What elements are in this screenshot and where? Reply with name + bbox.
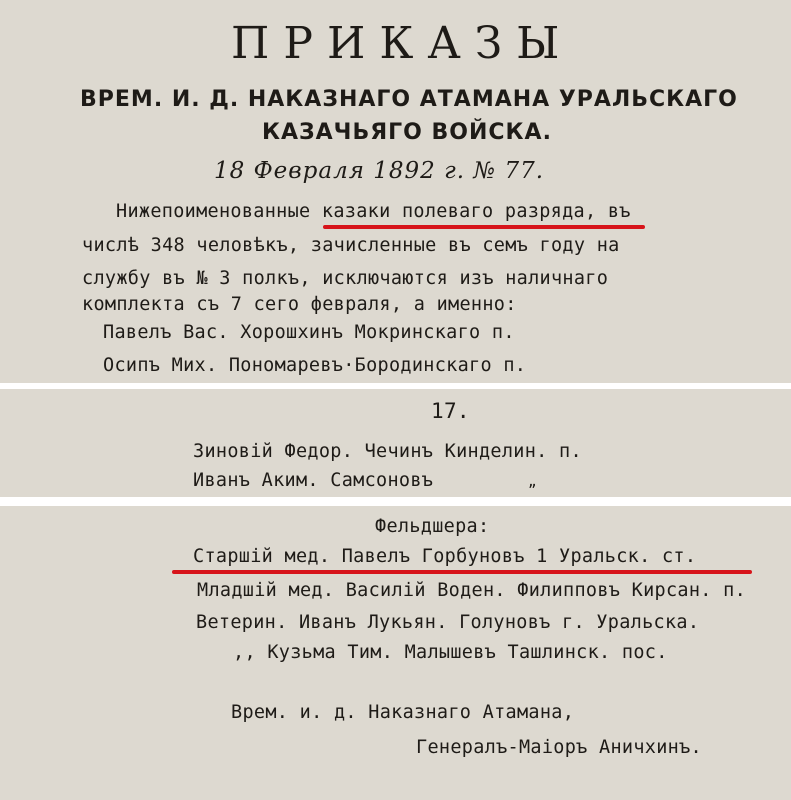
section-heading: Фельдшера: — [375, 516, 490, 537]
header-line-1: ВРЕМ. И. Д. НАКАЗНАГО АТАМАНА УРАЛЬСКАГО — [80, 87, 738, 112]
paramedic-entry-1: Старшій мед. Павелъ Горбуновъ 1 Уральск. ст. — [193, 546, 697, 567]
document-fragment-top — [0, 0, 791, 383]
name-entry-1: Павелъ Вас. Хорошхинъ Мокринскаго п. — [103, 322, 515, 343]
document-title: ПРИКАЗЫ — [231, 18, 574, 69]
page-number: 17. — [431, 399, 470, 423]
panel-separator — [0, 497, 791, 506]
paragraph-line-1: Нижепоименованные казаки полеваго разряда, въ — [116, 201, 631, 222]
paramedic-entry-2: Младшій мед. Василій Воден. Филипповъ Кирсан. п. — [197, 580, 747, 601]
highlight-underline — [172, 570, 752, 574]
paragraph-line-2: числѣ 348 человѣкъ, зачисленные въ семъ году на — [82, 235, 620, 256]
ditto-mark: „ — [528, 474, 537, 490]
order-date: 18 Февраля 1892 г. № 77. — [214, 158, 545, 184]
bleed-through-text — [600, 8, 608, 24]
paragraph-line-4: комплекта съ 7 сего февраля, а именно: — [82, 294, 517, 315]
document-fragment-bottom — [0, 506, 791, 800]
paramedic-entry-4: ,, Кузьма Тим. Малышевъ Ташлинск. пос. — [233, 642, 668, 663]
document-fragment-middle — [0, 389, 791, 497]
paramedic-entry-3: Ветерин. Иванъ Лукьян. Голуновъ г. Уральска. — [196, 612, 700, 633]
name-entry-4: Иванъ Аким. Самсоновъ — [193, 470, 434, 491]
name-entry-3: Зиновій Федор. Чечинъ Кинделин. п. — [193, 441, 582, 462]
name-entry-2: Осипъ Мих. Пономаревъ·Бородинскаго п. — [103, 355, 527, 376]
header-line-2: КАЗАЧЬЯГО ВОЙСКА. — [262, 120, 552, 145]
paragraph-line-3: службу въ № 3 полкъ, исключаются изъ наличнаго — [82, 268, 609, 289]
signature-title: Врем. и. д. Наказнаго Атамана, — [231, 702, 575, 723]
highlight-underline — [323, 225, 645, 229]
signature-name: Генералъ-Маіоръ Аничхинъ. — [416, 737, 702, 758]
